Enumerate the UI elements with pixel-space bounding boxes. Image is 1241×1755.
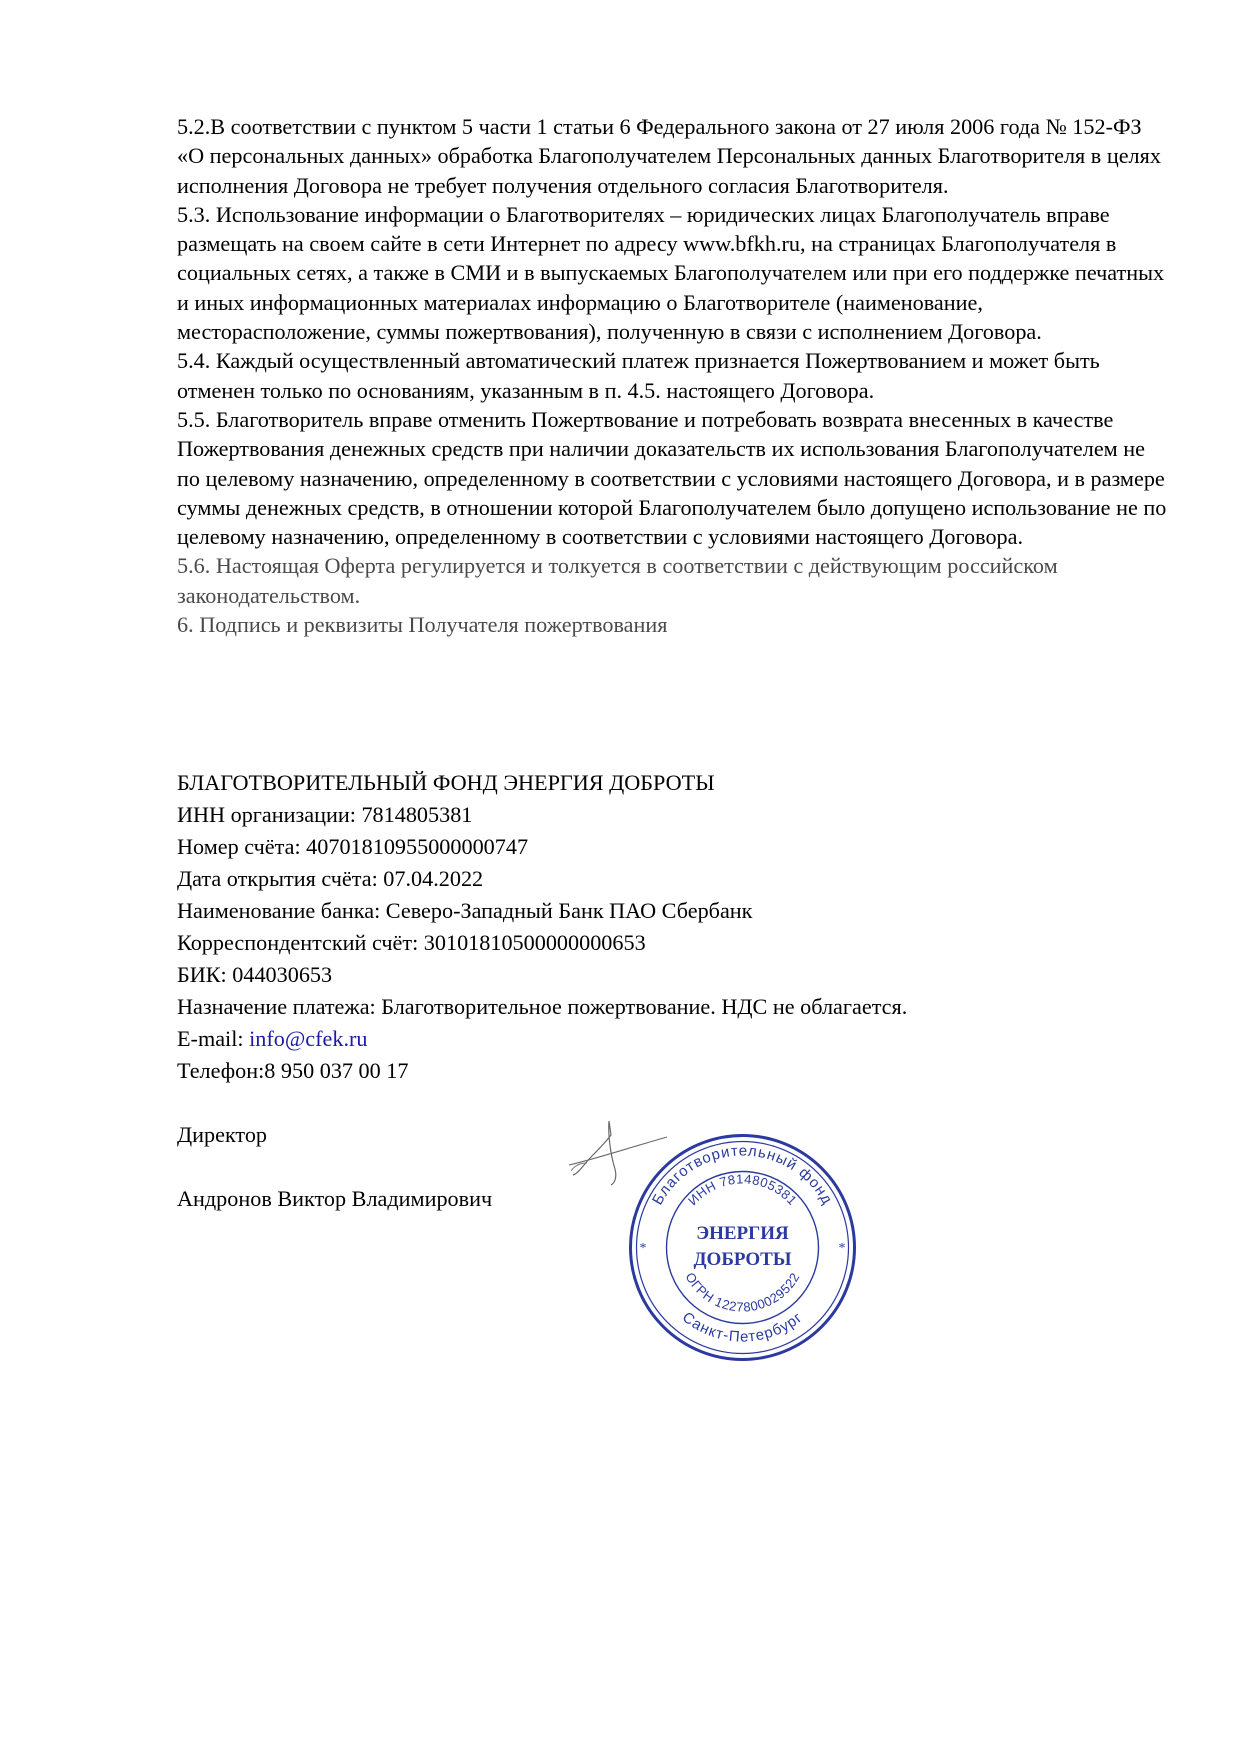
- clause-5-3: 5.3. Использование информации о Благотворителях – юридических лицах Благополучатель вправе размещать на своем сайте в сети Интернет по адресу www.bfkh.ru, на страницах Благополучателя в социальных сетях, а также в СМИ и в выпускаемых Благополучателем или при его поддержке печатных и иных информационных материалах информацию о Благотворителе (наименование, месторасположение, суммы пожертвования), полученную в связи с исполнением Договора.: [177, 201, 1165, 345]
- phone-line: Телефон:8 950 037 00 17: [177, 1058, 409, 1083]
- purpose-line: Назначение платежа: Благотворительное пожертвование. НДС не облагается.: [177, 994, 908, 1019]
- clause-5-5: 5.5. Благотворитель вправе отменить Пожертвование и потребовать возврата внесенных в качестве Пожертвования денежных средств при наличии доказательств их использования Благополучателем не по целевому назначению, определенному в соответствии с условиями настоящего Договора, и в размере суммы денежных средств, в отношении которой Благополучателем было допущено использование не по целевому назначению, определенному в соответствии с условиями настоящего Договора.: [177, 406, 1167, 550]
- stamp-city-text: Санкт-Петербург: [678, 1308, 807, 1346]
- signatory-position: Директор: [177, 1122, 268, 1147]
- open-date-line: Дата открытия счёта: 07.04.2022: [177, 866, 484, 891]
- stamp-star-right: *: [838, 1241, 846, 1256]
- clause-5-6: 5.6. Настоящая Оферта регулируется и толкуется в соответствии с действующим российском законодательством.: [177, 553, 1058, 608]
- corr-account-line: Корреспондентский счёт: 30101810500000000653: [177, 930, 646, 955]
- section-6-title: 6. Подпись и реквизиты Получателя пожертвования: [177, 612, 668, 638]
- stamp-ogrn-text: ОГРН 1227800029522: [682, 1269, 803, 1315]
- bank-line: Наименование банка: Северо-Западный Банк ПАО Сбербанк: [177, 898, 753, 923]
- clause-5-2: 5.2.В соответствии с пунктом 5 части 1 статьи 6 Федерального закона от 27 июля 2006 года № 152-ФЗ «О персональных данных» обработка Благополучателем Персональных данных Благотворителя в целях исполнения Договора не требует получения отдельного согласия Благотворителя.: [177, 114, 1161, 198]
- bik-line: БИК: 044030653: [177, 962, 333, 987]
- org-name: БЛАГОТВОРИТЕЛЬНЫЙ ФОНД ЭНЕРГИЯ ДОБРОТЫ: [177, 770, 715, 795]
- svg-text:ОГРН 1227800029522: [682, 1270, 802, 1315]
- clause-5-4: 5.4. Каждый осуществленный автоматический платеж признается Пожертвованием и может быть отменен только по основаниям, указанным в п. 4.5. настоящего Договора.: [177, 348, 1100, 403]
- email-label: E-mail:: [177, 1026, 250, 1051]
- stamp-star-left: *: [639, 1241, 647, 1256]
- stamp-center-line2: ДОБРОТЫ: [693, 1249, 792, 1270]
- organization-stamp: [625, 1130, 860, 1365]
- stamp-center-line1: ЭНЕРГИЯ: [696, 1223, 789, 1244]
- stamp-outer-text: Благотворительный фонд: [649, 1142, 836, 1208]
- signatory-name: Андронов Виктор Владимирович: [177, 1186, 493, 1211]
- account-line: Номер счёта: 40701810955000000747: [177, 834, 529, 859]
- email-line: [177, 1023, 1167, 1055]
- inn-line: ИНН организации: 7814805381: [177, 802, 473, 827]
- svg-text:ИНН 7814805381: [685, 1171, 800, 1208]
- stamp-inn-text: ИНН 7814805381: [684, 1171, 801, 1209]
- email-link[interactable]: info@cfek.ru: [249, 1026, 368, 1051]
- terms-body: [177, 112, 1167, 639]
